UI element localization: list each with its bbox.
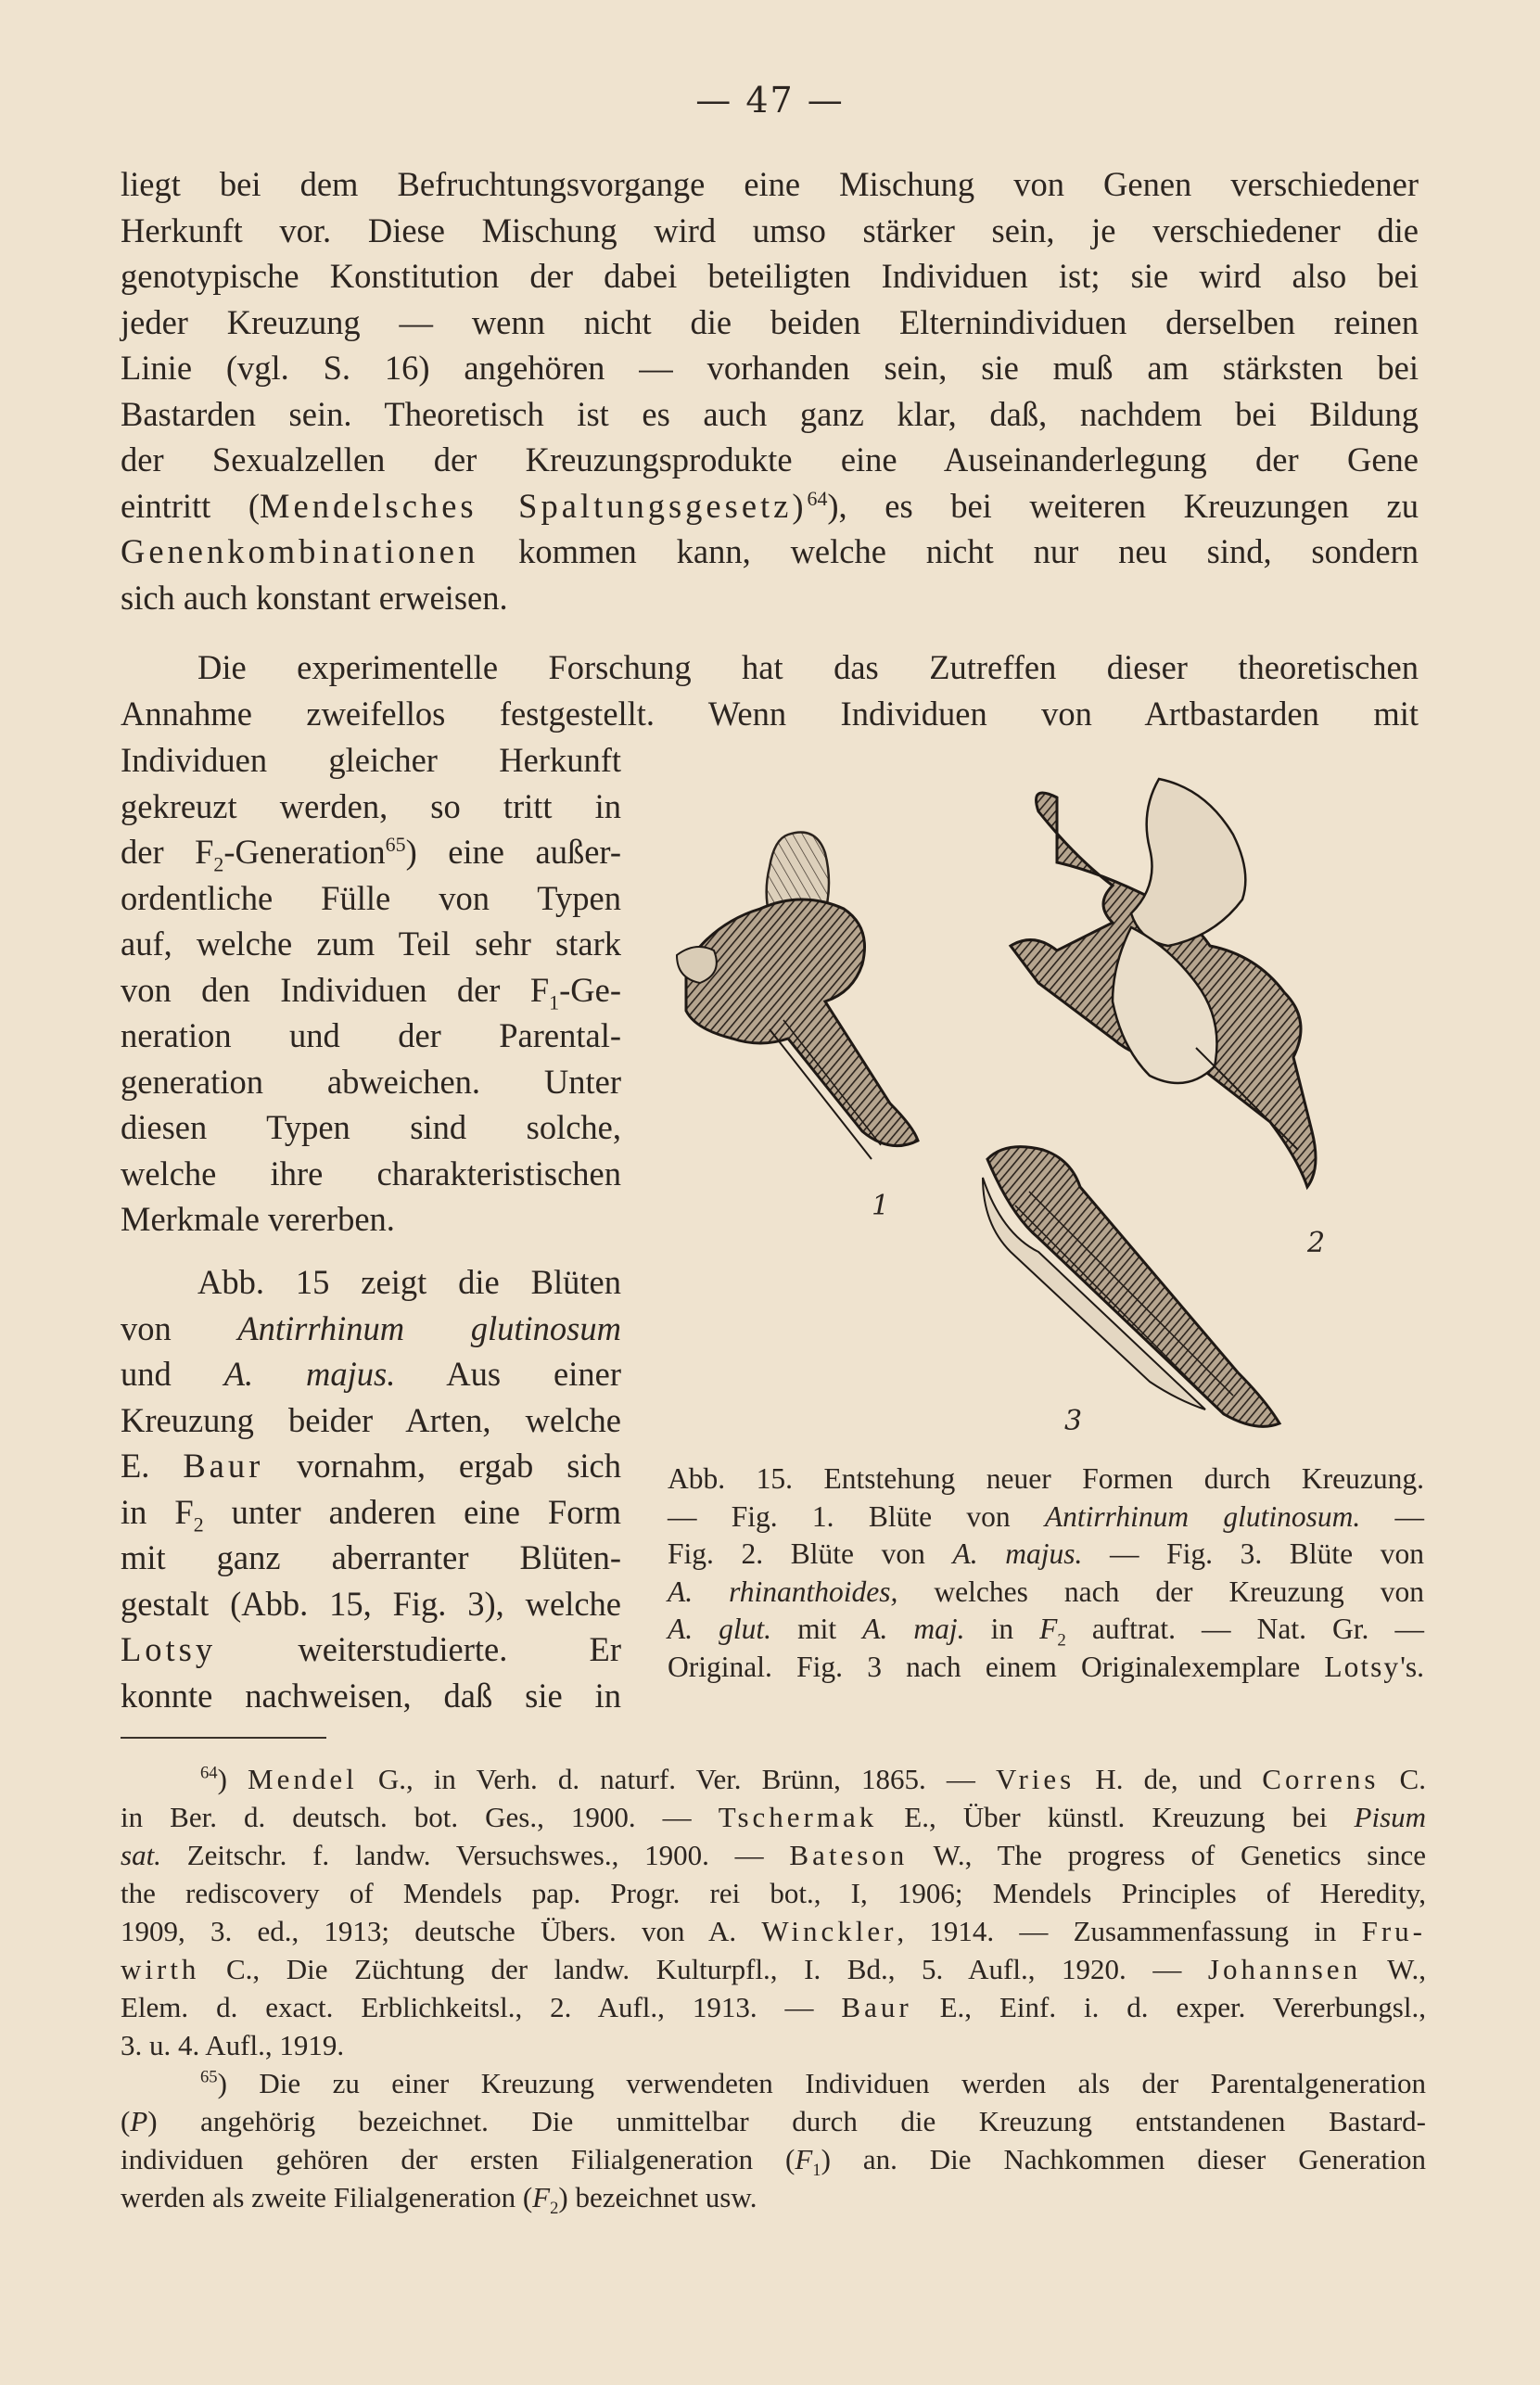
- caption-line: — Fig. 1. Blüte von Antirrhinum glutinosum. —: [668, 1499, 1425, 1533]
- footnote-64: $^{64}$) Mendel G., in Verh. d. naturf. Ver. Brünn, 1865. — Vries H. de, und Correns C.: [200, 1763, 1426, 1795]
- text-line: sich auch konstant erweisen.: [121, 578, 508, 617]
- footnote-line: in Ber. d. deutsch. bot. Ges., 1900. — Tschermak E., Über künstl. Kreuzung bei Pisum: [121, 1801, 1427, 1833]
- caption-line: Abb. 15. Entstehung neuer Formen durch Kreuzung.: [668, 1462, 1424, 1495]
- figure-label-2: 2: [1307, 1227, 1326, 1259]
- text-line: welche ihre charakteristischen: [121, 1154, 621, 1192]
- text-line: von den Individuen der $F_1-Ge-$: [121, 970, 621, 1014]
- text-line: gekreuzt werden, so tritt in: [121, 786, 621, 825]
- text-line: Lotsy weiterstudierte. Er: [121, 1630, 621, 1668]
- text-line: Kreuzung beider Arten, welche: [121, 1400, 621, 1439]
- footnotes: [121, 1760, 1427, 2219]
- caption-line: Fig. 2. Blüte von A. majus. — Fig. 3. Blüte von: [668, 1537, 1425, 1570]
- text-line: Herkunft vor. Diese Mischung wird umso stärker sein, je verschiedener die: [121, 210, 1419, 249]
- text-line: Abb. 15 zeigt die Blüten: [197, 1263, 621, 1301]
- text-line: Die experimentelle Forschung hat das Zutreffen dieser theoretischen: [197, 648, 1419, 686]
- text-line: liegt bei dem Befruchtungsvorgange eine Mischung von Genen verschiedener: [121, 165, 1419, 203]
- footnote-65: $^{65}$) Die zu einer Kreuzung verwendeten Individuen werden als der Parentalgeneration: [200, 2067, 1426, 2099]
- paragraph-1: [121, 161, 1419, 620]
- flower-1-drawing: [677, 833, 918, 1160]
- footnote-line: sat. Zeitschr. f. landw. Versuchswes., 1900. — Bateson W., The progress of Genetics since: [121, 1839, 1426, 1871]
- paragraph-2: [121, 644, 1419, 736]
- text-line: konnte nachweisen, daß sie in: [121, 1676, 621, 1715]
- text-line: auf, welche zum Teil sehr stark: [121, 925, 621, 963]
- text-line: E. Baur vornahm, ergab sich: [121, 1447, 621, 1485]
- figure-label-1: 1: [872, 1190, 890, 1222]
- footnote-ref-64: 64: [807, 486, 828, 510]
- footnote-ref-65: 65: [385, 832, 406, 856]
- footnote-line: (P) angehörig bezeichnet. Die unmittelbar durch die Kreuzung entstandenen Bastard-: [121, 2105, 1426, 2137]
- text-line: Merkmale vererben.: [121, 1200, 395, 1238]
- text-line: Bastarden sein. Theoretisch ist es auch ganz klar, daß, nachdem bei Bildung: [121, 394, 1419, 433]
- caption-line: Original. Fig. 3 nach einem Originalexemplare Lotsy's.: [668, 1650, 1424, 1683]
- caption-line: A. rhinanthoides, welches nach der Kreuzung von: [668, 1575, 1424, 1608]
- flower-illustration: [649, 770, 1437, 1465]
- text-line: eintritt (Mendelsches Spaltungsgesetz)$^{64}$), es bei weiteren Kreuzungen zu: [121, 486, 1419, 525]
- footnote-line: the rediscovery of Mendels pap. Progr. rei bot., I, 1906; Mendels Principles of Heredity,: [121, 1877, 1426, 1909]
- text-line: der Sexualzellen der Kreuzungsprodukte eine Auseinanderlegung der Gene: [121, 440, 1419, 478]
- text-line: der $F_2-Generation^{65}$) eine außer-: [121, 832, 621, 876]
- text-line: jeder Kreuzung — wenn nicht die beiden Elternindividuen derselben reinen: [121, 302, 1419, 341]
- footnote-line: wirth C., Die Züchtung der landw. Kulturpfl., I. Bd., 5. Aufl., 1920. — Johannsen W.,: [121, 1953, 1427, 1985]
- text-line: gestalt (Abb. 15, Fig. 3), welche: [121, 1584, 621, 1623]
- text-line: von Antirrhinum glutinosum: [121, 1308, 621, 1347]
- text-line: neration und der Parental-: [121, 1016, 621, 1054]
- flower-2-drawing: [1011, 779, 1316, 1187]
- text-line: genotypische Konstitution der dabei beteiligten Individuen ist; sie wird also bei: [121, 257, 1419, 295]
- paragraph-3: [121, 1259, 621, 1718]
- text-line: Linie (vgl. S. 16) angehören — vorhanden sein, sie muß am stärksten bei: [121, 349, 1419, 387]
- text-line: Annahme zweifellos festgestellt. Wenn Individuen von Artbastarden mit: [121, 694, 1419, 733]
- text-line: Individuen gleicher Herkunft: [121, 741, 621, 779]
- text-line: generation abweichen. Unter: [121, 1062, 621, 1101]
- text-line: mit ganz aberranter Blüten-: [121, 1538, 621, 1576]
- footnote-divider: [121, 1737, 326, 1739]
- spaced-term: Genenkombinationen: [121, 532, 479, 570]
- text-line: und A. majus. Aus einer: [121, 1355, 621, 1393]
- footnote-line: 3. u. 4. Aufl., 1919.: [121, 2029, 345, 2061]
- footnote-line: werden als zweite Filialgeneration $(F_2)$ bezeichnet usw.: [121, 2181, 757, 2219]
- paragraph-2-column: [121, 737, 621, 1243]
- caption-line: A. glut. mit A. maj. in $F_2$ auftrat. — Nat. Gr. —: [668, 1613, 1424, 1651]
- flower-3-drawing: [983, 1147, 1279, 1427]
- footnote-line: Elem. d. exact. Erblichkeitsl., 2. Aufl., 1913. — Baur E., Einf. i. d. exper. Vererbungsl.,: [121, 1991, 1426, 2023]
- figure-label-3: 3: [1064, 1405, 1083, 1437]
- text-line: diesen Typen sind solche,: [121, 1108, 621, 1146]
- spaced-name: Mendelsches Spaltungsgesetz): [260, 486, 808, 525]
- text-line: Genenkombinationen kommen kann, welche nicht nur neu sind, sondern: [121, 532, 1419, 570]
- text-line: ordentliche Fülle von Typen: [121, 878, 621, 917]
- figure-caption: [668, 1460, 1424, 1686]
- footnote-line: 1909, 3. ed., 1913; deutsche Übers. von A. Winckler, 1914. — Zusammenfassung in Fru-: [121, 1915, 1426, 1947]
- text-line: in $F_2$ unter anderen eine Form: [121, 1492, 621, 1536]
- footnote-line: individuen gehören der ersten Filialgeneration $(F_1)$ an. Die Nachkommen dieser Generation: [121, 2143, 1426, 2181]
- page-number: — 47 —: [695, 80, 845, 121]
